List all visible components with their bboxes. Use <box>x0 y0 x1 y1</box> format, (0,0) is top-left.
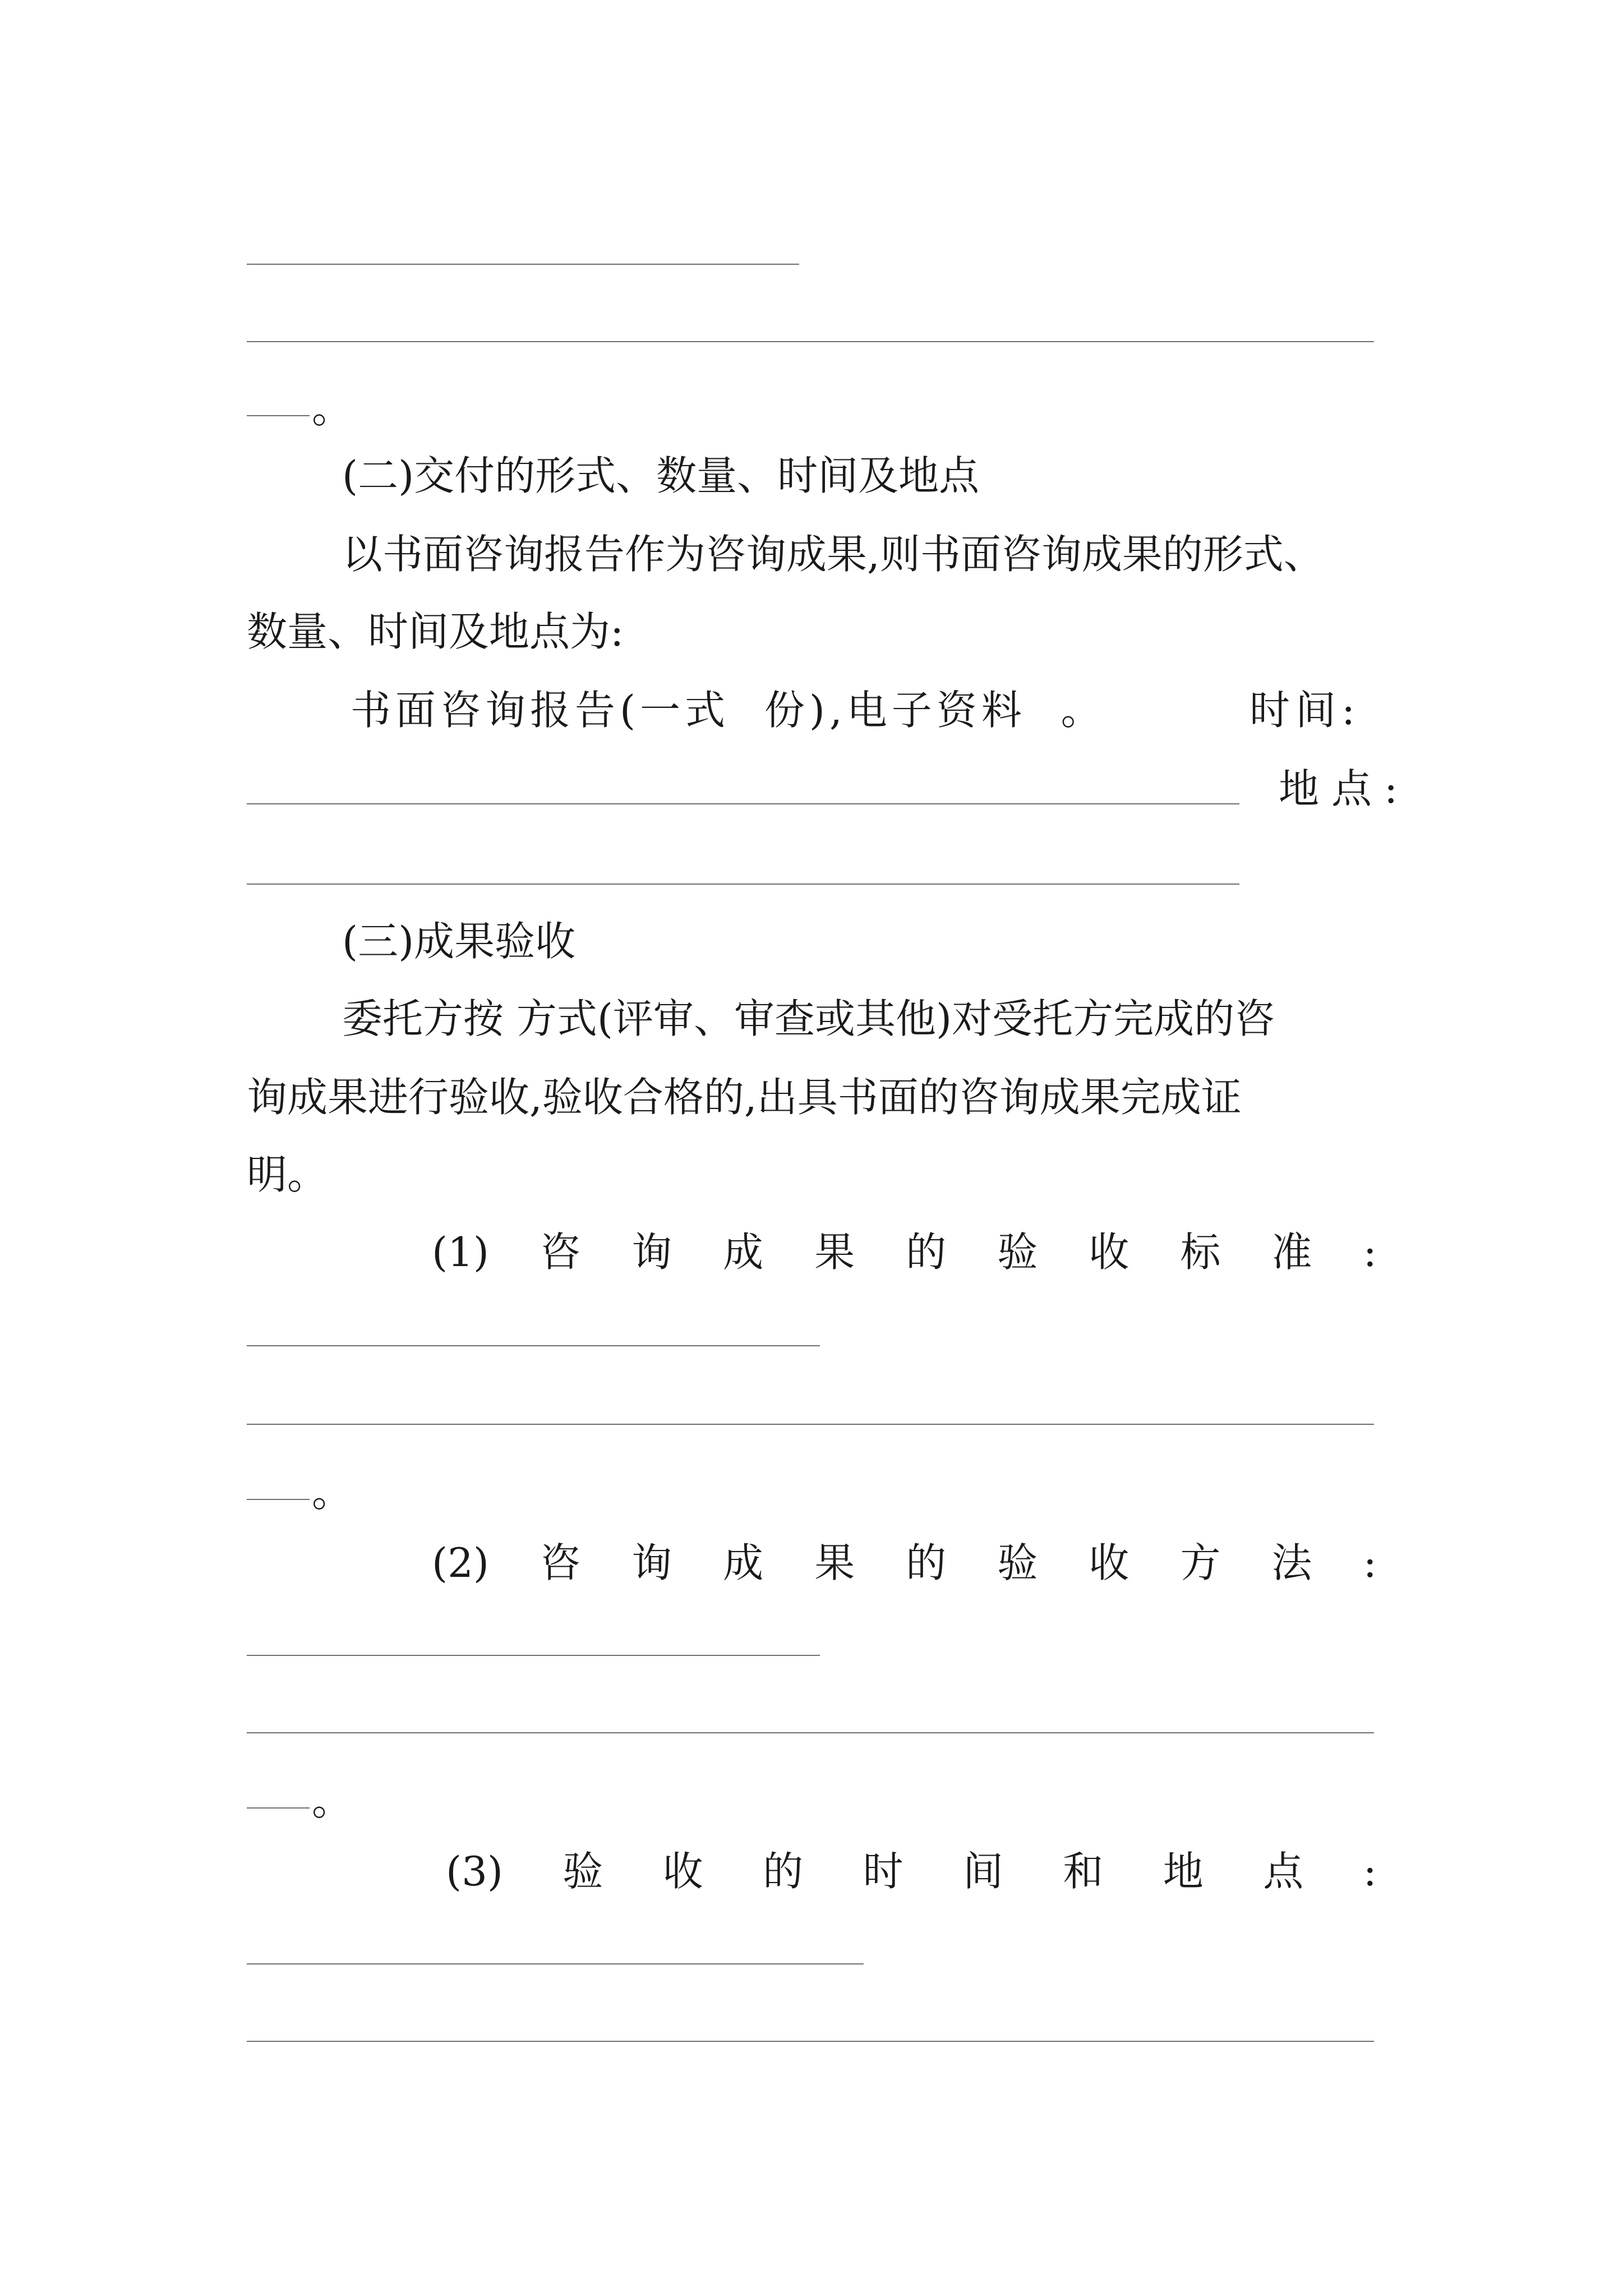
blank-end-mark: 。 <box>312 385 353 432</box>
fill-in-line <box>247 1807 310 1809</box>
fill-in-line <box>247 341 1374 342</box>
item-char: 收 <box>1089 1228 1129 1276</box>
item-char: 询 <box>631 1228 672 1276</box>
item-char: 询 <box>631 1539 672 1586</box>
item-acceptance-time-place <box>446 1844 1377 1898</box>
item-char: 地 <box>1163 1848 1204 1895</box>
item-char: 收 <box>1089 1539 1129 1586</box>
item-char: 准 <box>1271 1228 1312 1276</box>
time-fill-in-line <box>247 803 1239 804</box>
item-char: 果 <box>814 1228 855 1276</box>
item-char: 成 <box>723 1539 764 1586</box>
item-char: 咨 <box>540 1539 581 1586</box>
item-colon: : <box>1363 1539 1377 1586</box>
item-char: 点 <box>1263 1848 1304 1895</box>
item-acceptance-method <box>432 1536 1377 1590</box>
item-char: 的 <box>763 1848 804 1895</box>
paragraph-line: 数量、时间及地点为: <box>247 608 624 655</box>
section-heading-acceptance: (三)成果验收 <box>342 918 576 965</box>
item-number: (2) <box>432 1539 489 1586</box>
item-colon: : <box>1363 1848 1377 1895</box>
report-copies-line: 书面咨询报告(一式 份),电子资料 。 <box>351 687 1106 734</box>
item-char: 验 <box>562 1848 603 1895</box>
item-acceptance-standard <box>432 1225 1377 1279</box>
item-char: 间 <box>963 1848 1004 1895</box>
item-number: (3) <box>446 1848 503 1895</box>
paragraph-line: 明。 <box>247 1151 328 1198</box>
paragraph-line: 询成果进行验收,验收合格的,出具书面的咨询成果完成证 <box>247 1074 1242 1121</box>
blank-end-mark: 。 <box>312 1777 353 1824</box>
fill-in-line <box>247 1345 820 1346</box>
item-char: 验 <box>997 1539 1038 1586</box>
item-char: 和 <box>1063 1848 1104 1895</box>
paragraph-line: 委托方按 方式(评审、审查或其他)对受托方完成的咨 <box>342 995 1275 1042</box>
item-char: 咨 <box>540 1228 581 1276</box>
item-colon: : <box>1363 1228 1377 1276</box>
fill-in-line <box>247 1499 310 1500</box>
item-char: 的 <box>906 1228 947 1276</box>
item-char: 方 <box>1180 1539 1221 1586</box>
item-char: 标 <box>1180 1228 1221 1276</box>
fill-in-line <box>247 2041 1374 2042</box>
section-heading-delivery: (二)交付的形式、数量、时间及地点 <box>342 452 980 499</box>
item-char: 果 <box>814 1539 855 1586</box>
blank-end-mark: 。 <box>312 1469 353 1516</box>
fill-in-line <box>247 264 799 265</box>
fill-in-line <box>247 1655 820 1656</box>
place-fill-in-line <box>247 884 1239 885</box>
fill-in-line <box>247 1732 1374 1733</box>
item-char: 的 <box>906 1539 947 1586</box>
item-number: (1) <box>432 1228 489 1276</box>
item-char: 验 <box>997 1228 1038 1276</box>
item-char: 成 <box>723 1228 764 1276</box>
fill-in-line <box>247 1963 864 1964</box>
item-char: 法 <box>1271 1539 1312 1586</box>
paragraph-line: 以书面咨询报告作为咨询成果,则书面咨询成果的形式、 <box>342 531 1324 578</box>
fill-in-line <box>247 415 310 416</box>
fill-in-line <box>247 1424 1374 1425</box>
time-label: 时间: <box>1249 687 1361 734</box>
item-char: 收 <box>662 1848 703 1895</box>
item-char: 时 <box>863 1848 903 1895</box>
place-label: 地点: <box>1279 765 1410 812</box>
